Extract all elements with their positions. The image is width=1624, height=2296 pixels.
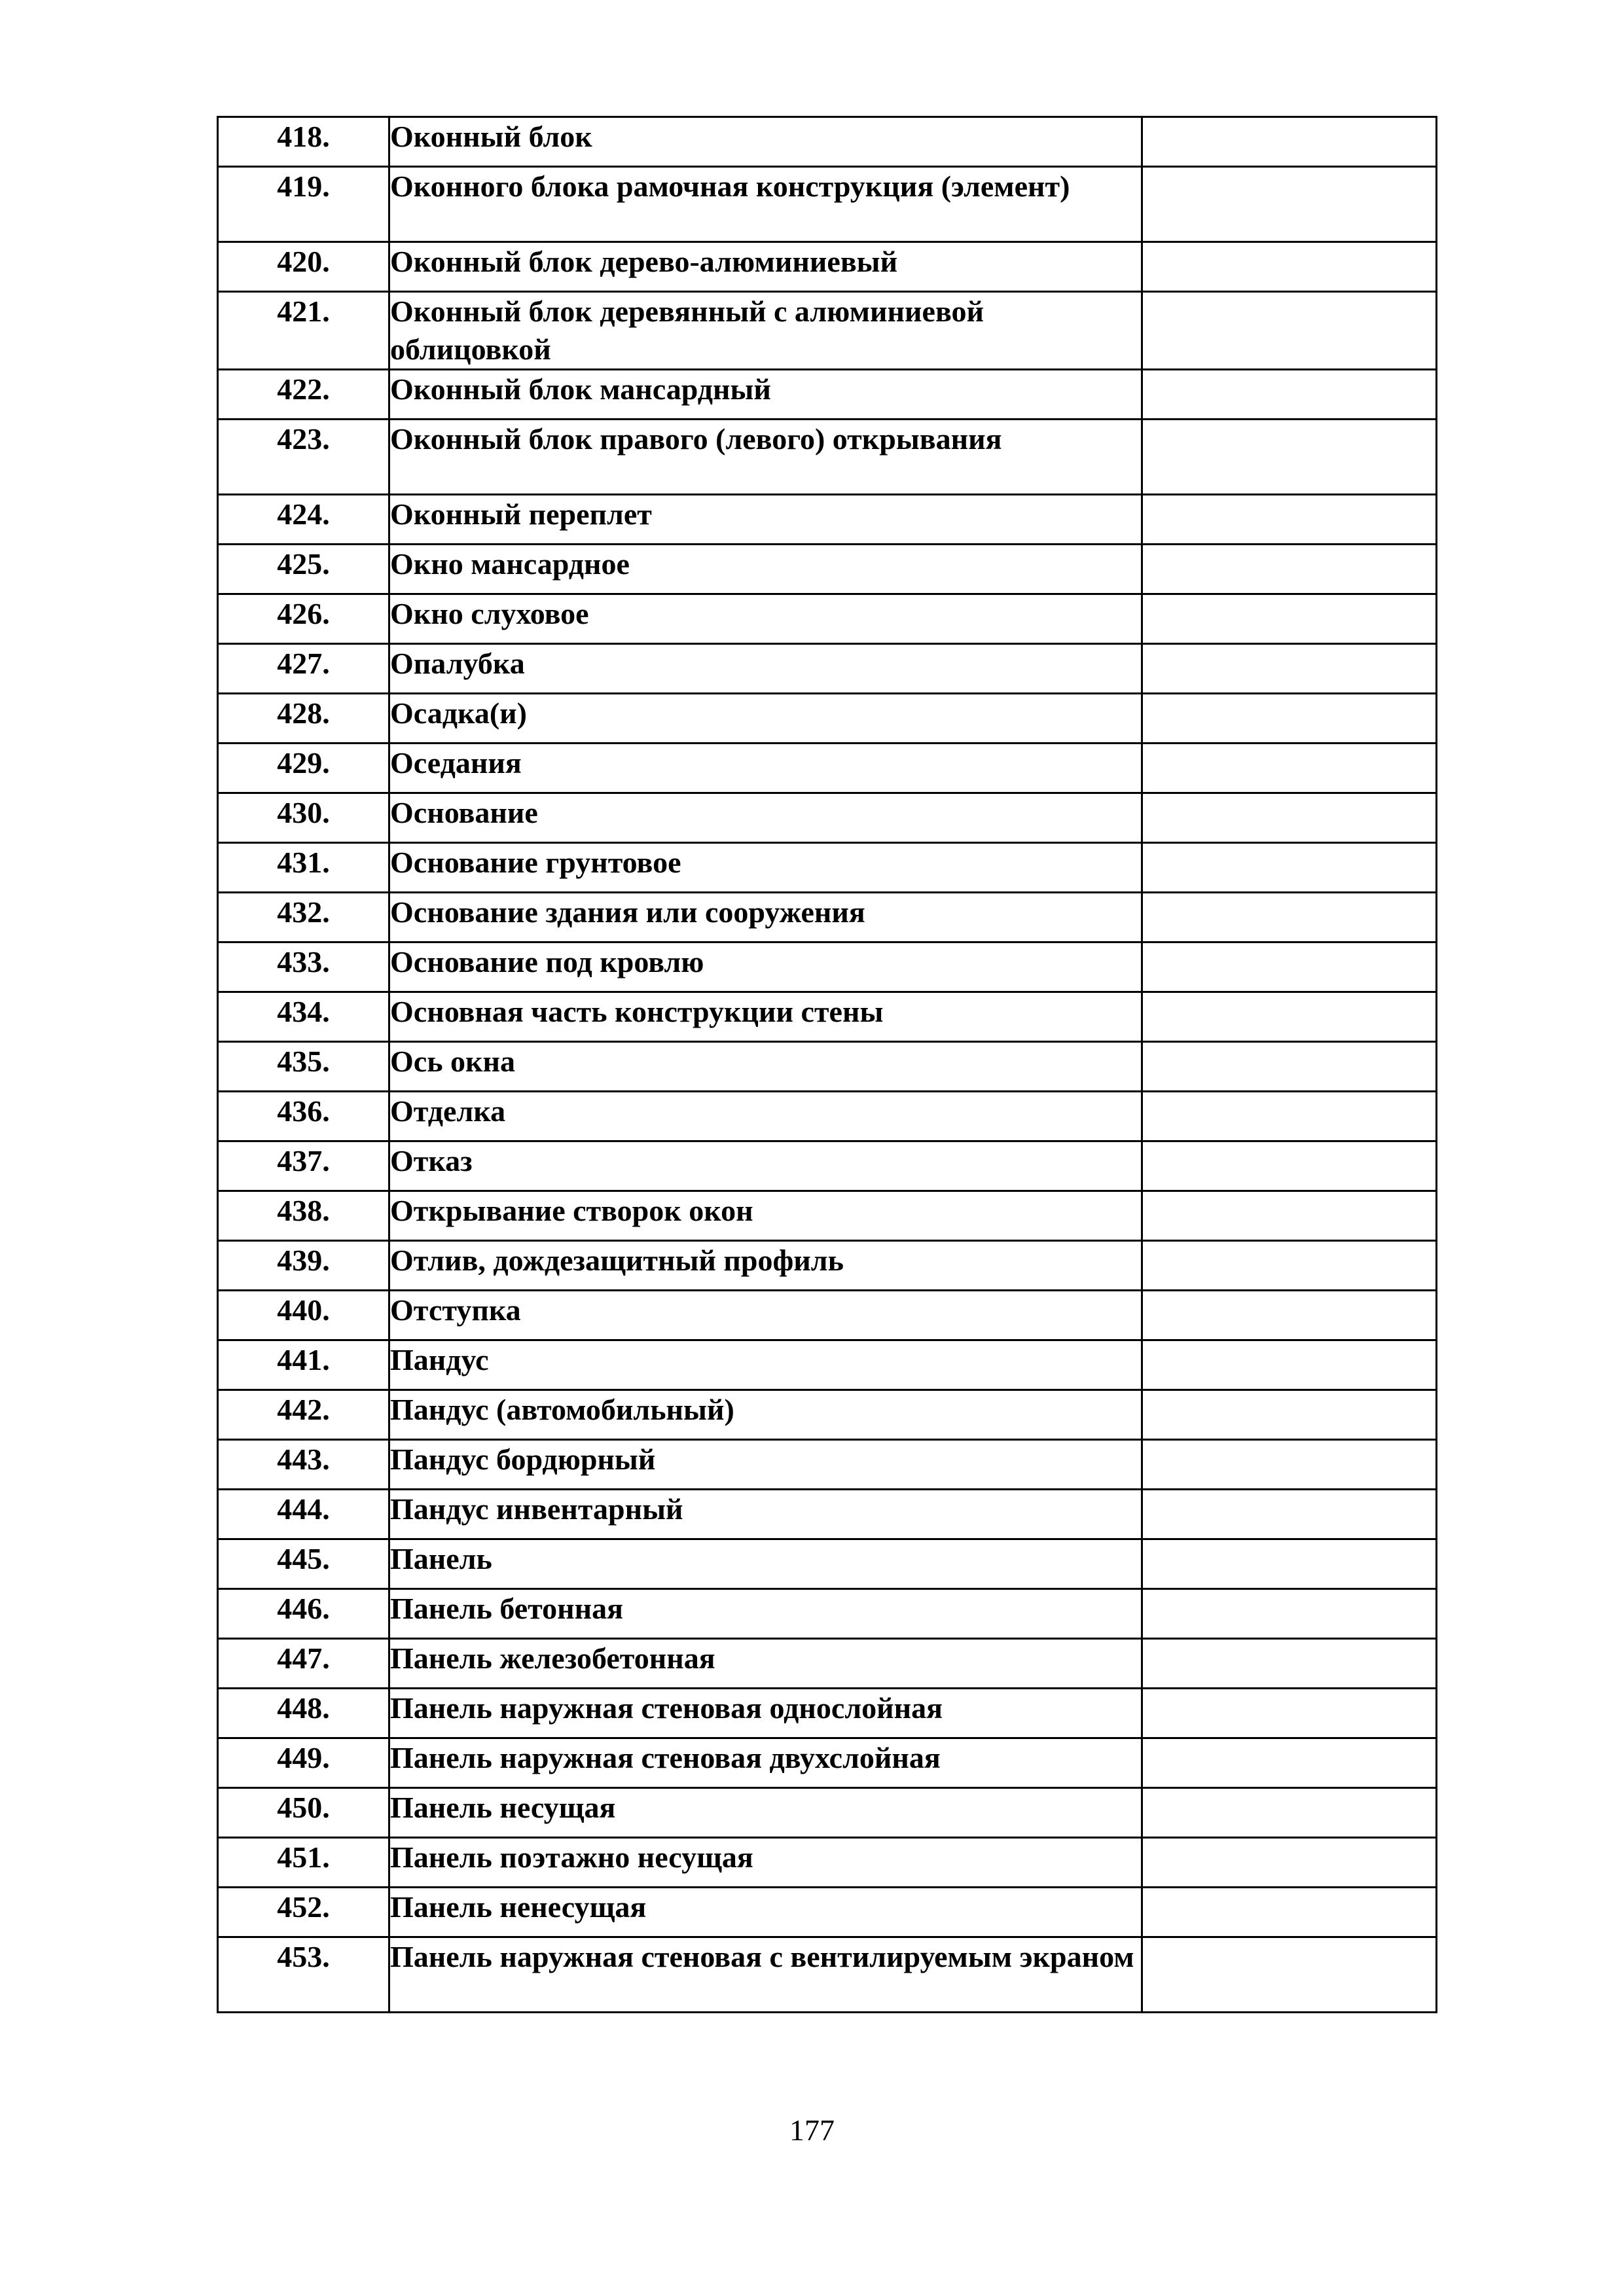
row-term: Отступка (389, 1291, 1142, 1340)
row-empty-cell (1142, 1738, 1437, 1788)
table-row (218, 843, 1437, 893)
row-empty-cell (1142, 1888, 1437, 1937)
table-row (218, 1888, 1437, 1937)
row-empty-cell (1142, 1440, 1437, 1490)
table-row (218, 1589, 1437, 1639)
row-number: 441. (218, 1340, 389, 1390)
row-term: Пандус (автомобильный) (389, 1390, 1142, 1440)
table-row (218, 117, 1437, 167)
row-number: 418. (218, 117, 389, 167)
row-number: 440. (218, 1291, 389, 1340)
table-row (218, 370, 1437, 420)
row-empty-cell (1142, 942, 1437, 992)
row-term: Оконный блок деревянный с алюминиевой облицовкой (389, 292, 1142, 370)
row-term: Оконный блок дерево-алюминиевый (389, 242, 1142, 292)
table-row (218, 644, 1437, 694)
table-row (218, 1092, 1437, 1141)
row-empty-cell (1142, 1937, 1437, 2013)
table-row (218, 1390, 1437, 1440)
table-row (218, 893, 1437, 942)
table-row (218, 992, 1437, 1042)
table-row (218, 942, 1437, 992)
row-number: 425. (218, 545, 389, 594)
table-row (218, 1689, 1437, 1738)
row-empty-cell (1142, 117, 1437, 167)
row-number: 419. (218, 167, 389, 242)
row-term: Панель (389, 1539, 1142, 1589)
table-row (218, 793, 1437, 843)
row-number: 449. (218, 1738, 389, 1788)
row-empty-cell (1142, 292, 1437, 370)
row-number: 439. (218, 1241, 389, 1291)
row-term: Основная часть конструкции стены (389, 992, 1142, 1042)
row-number: 431. (218, 843, 389, 893)
row-term: Опалубка (389, 644, 1142, 694)
row-term: Отлив, дождезащитный профиль (389, 1241, 1142, 1291)
row-empty-cell (1142, 545, 1437, 594)
row-term: Основание грунтовое (389, 843, 1142, 893)
table-row (218, 1241, 1437, 1291)
table-row (218, 1191, 1437, 1241)
table-row (218, 242, 1437, 292)
table-row (218, 1291, 1437, 1340)
table-row (218, 594, 1437, 644)
table-row (218, 1838, 1437, 1888)
row-empty-cell (1142, 420, 1437, 495)
terms-table (217, 116, 1437, 2013)
row-number: 451. (218, 1838, 389, 1888)
table-row (218, 495, 1437, 545)
row-empty-cell (1142, 1042, 1437, 1092)
row-number: 420. (218, 242, 389, 292)
table-row (218, 1639, 1437, 1689)
row-term: Панель несущая (389, 1788, 1142, 1838)
row-empty-cell (1142, 167, 1437, 242)
table-row (218, 1141, 1437, 1191)
row-number: 424. (218, 495, 389, 545)
row-empty-cell (1142, 242, 1437, 292)
table-row (218, 744, 1437, 793)
row-number: 422. (218, 370, 389, 420)
row-empty-cell (1142, 1241, 1437, 1291)
table-row (218, 167, 1437, 242)
row-number: 434. (218, 992, 389, 1042)
row-empty-cell (1142, 1639, 1437, 1689)
table-row (218, 545, 1437, 594)
row-empty-cell (1142, 495, 1437, 545)
row-term: Основание (389, 793, 1142, 843)
row-number: 428. (218, 694, 389, 744)
row-term: Окно слуховое (389, 594, 1142, 644)
row-empty-cell (1142, 843, 1437, 893)
row-empty-cell (1142, 694, 1437, 744)
row-empty-cell (1142, 1490, 1437, 1539)
row-term: Отделка (389, 1092, 1142, 1141)
page-number: 177 (789, 2113, 835, 2147)
row-empty-cell (1142, 1390, 1437, 1440)
row-term: Оконный переплет (389, 495, 1142, 545)
table-row (218, 1042, 1437, 1092)
row-empty-cell (1142, 1539, 1437, 1589)
row-empty-cell (1142, 1141, 1437, 1191)
table-row (218, 1490, 1437, 1539)
row-term: Оседания (389, 744, 1142, 793)
row-term: Панель бетонная (389, 1589, 1142, 1639)
row-number: 442. (218, 1390, 389, 1440)
row-number: 448. (218, 1689, 389, 1738)
table-row (218, 420, 1437, 495)
row-number: 421. (218, 292, 389, 370)
row-term: Панель ненесущая (389, 1888, 1142, 1937)
row-term: Осадка(и) (389, 694, 1142, 744)
row-term: Пандус бордюрный (389, 1440, 1142, 1490)
table-row (218, 1340, 1437, 1390)
row-term: Панель наружная стеновая с вентилируемым экраном (389, 1937, 1142, 2013)
table-row (218, 1937, 1437, 2013)
row-number: 423. (218, 420, 389, 495)
row-empty-cell (1142, 370, 1437, 420)
row-term: Ось окна (389, 1042, 1142, 1092)
row-term: Оконный блок мансардный (389, 370, 1142, 420)
terms-table-body (218, 117, 1437, 2013)
row-empty-cell (1142, 992, 1437, 1042)
row-number: 437. (218, 1141, 389, 1191)
row-number: 427. (218, 644, 389, 694)
row-empty-cell (1142, 1340, 1437, 1390)
table-row (218, 1738, 1437, 1788)
row-term: Панель наружная стеновая однослойная (389, 1689, 1142, 1738)
row-empty-cell (1142, 594, 1437, 644)
row-number: 438. (218, 1191, 389, 1241)
row-number: 452. (218, 1888, 389, 1937)
row-term: Пандус (389, 1340, 1142, 1390)
row-number: 453. (218, 1937, 389, 2013)
row-number: 446. (218, 1589, 389, 1639)
row-empty-cell (1142, 1291, 1437, 1340)
row-empty-cell (1142, 893, 1437, 942)
row-number: 433. (218, 942, 389, 992)
row-term: Основание здания или сооружения (389, 893, 1142, 942)
row-empty-cell (1142, 644, 1437, 694)
row-number: 432. (218, 893, 389, 942)
row-number: 450. (218, 1788, 389, 1838)
row-number: 444. (218, 1490, 389, 1539)
row-term: Основание под кровлю (389, 942, 1142, 992)
row-number: 436. (218, 1092, 389, 1141)
table-row (218, 1788, 1437, 1838)
row-empty-cell (1142, 1788, 1437, 1838)
row-empty-cell (1142, 1191, 1437, 1241)
row-number: 429. (218, 744, 389, 793)
row-term: Оконный блок (389, 117, 1142, 167)
row-term: Отказ (389, 1141, 1142, 1191)
row-term: Пандус инвентарный (389, 1490, 1142, 1539)
table-row (218, 292, 1437, 370)
table-row (218, 694, 1437, 744)
row-number: 430. (218, 793, 389, 843)
table-row (218, 1440, 1437, 1490)
row-number: 447. (218, 1639, 389, 1689)
table-row (218, 1539, 1437, 1589)
row-term: Оконный блок правого (левого) открывания (389, 420, 1142, 495)
row-number: 445. (218, 1539, 389, 1589)
row-term: Окно мансардное (389, 545, 1142, 594)
row-term: Оконного блока рамочная конструкция (элемент) (389, 167, 1142, 242)
row-empty-cell (1142, 1092, 1437, 1141)
row-term: Открывание створок окон (389, 1191, 1142, 1241)
row-empty-cell (1142, 1589, 1437, 1639)
row-empty-cell (1142, 1689, 1437, 1738)
row-empty-cell (1142, 744, 1437, 793)
row-term: Панель наружная стеновая двухслойная (389, 1738, 1142, 1788)
row-term: Панель поэтажно несущая (389, 1838, 1142, 1888)
row-number: 443. (218, 1440, 389, 1490)
row-empty-cell (1142, 1838, 1437, 1888)
row-number: 435. (218, 1042, 389, 1092)
row-number: 426. (218, 594, 389, 644)
row-empty-cell (1142, 793, 1437, 843)
row-term: Панель железобетонная (389, 1639, 1142, 1689)
